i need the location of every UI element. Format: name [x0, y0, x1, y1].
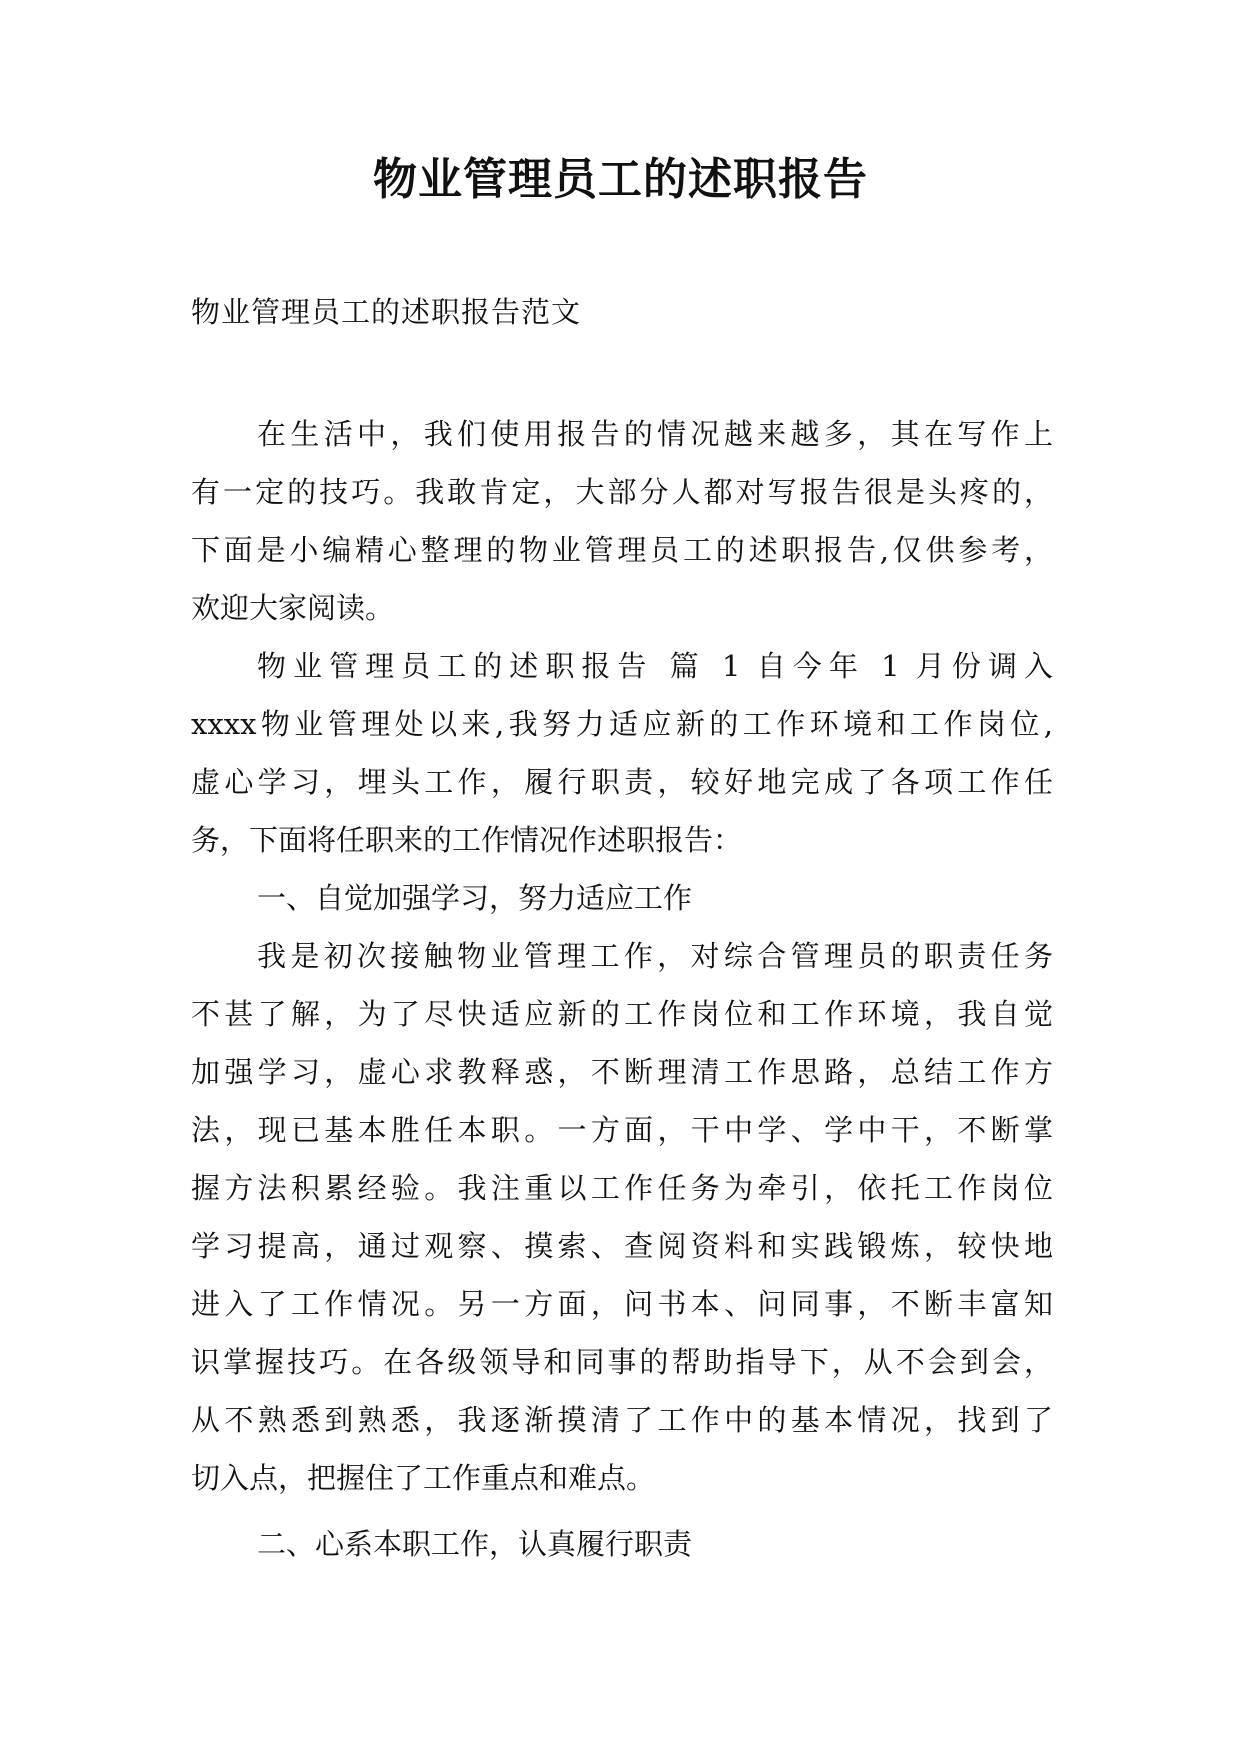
paragraph-line: 欢迎大家阅读。: [191, 591, 395, 625]
paragraph-line: 有一定的技巧。我敢肯定，大部分人都对写报告很是头疼的，: [191, 475, 1053, 509]
spacer: [191, 1507, 1053, 1515]
paragraph-line: 切入点，把握住了工作重点和难点。: [191, 1461, 656, 1495]
paragraph-intro: [191, 405, 1053, 637]
paragraph-line: 务，下面将任职来的工作情况作述职报告：: [191, 823, 743, 857]
paragraph-line: 下面是小编精心整理的物业管理员工的述职报告,仅供参考，: [191, 533, 1053, 567]
paragraph-line: 不甚了解，为了尽快适应新的工作岗位和工作环境，我自觉: [191, 997, 1053, 1031]
paragraph-line: 加强学习，虚心求教释惑，不断理清工作思路，总结工作方: [191, 1055, 1053, 1089]
paragraph-line: 学习提高，通过观察、摸索、查阅资料和实践锻炼，较快地: [191, 1229, 1053, 1263]
section-heading: 一、自觉加强学习，努力适应工作: [257, 881, 693, 915]
paragraph-line: 握方法积累经验。我注重以工作任务为牵引，依托工作岗位: [191, 1171, 1053, 1205]
paragraph-line: 法，现已基本胜任本职。一方面，干中学、学中干，不断掌: [191, 1113, 1053, 1147]
paragraph-line: 物业管理员工的述职报告 篇 1 自今年 1 月份调入: [257, 649, 1053, 683]
paragraph-line: 进入了工作情况。另一方面，问书本、问同事，不断丰富知: [191, 1287, 1053, 1321]
document-title: 物业管理员工的述职报告: [373, 154, 868, 205]
paragraph-line: 虚心学习，埋头工作，履行职责，较好地完成了各项工作任: [191, 765, 1053, 799]
paragraph-learning: [191, 927, 1053, 1507]
paragraph-line: 在生活中，我们使用报告的情况越来越多，其在写作上: [257, 417, 1053, 451]
paragraph-section-1: [191, 637, 1053, 869]
paragraph-line: xxxx物业管理处以来,我努力适应新的工作环境和工作岗位,: [191, 707, 1053, 741]
section-heading: 二、心系本职工作，认真履行职责: [257, 1527, 693, 1561]
paragraph-line: 从不熟悉到熟悉，我逐渐摸清了工作中的基本情况，找到了: [191, 1403, 1053, 1437]
document-body: [191, 405, 1053, 1573]
paragraph-line: 识掌握技巧。在各级领导和同事的帮助指导下，从不会到会，: [191, 1345, 1053, 1379]
document-subtitle: 物业管理员工的述职报告范文: [191, 295, 582, 329]
paragraph-line: 我是初次接触物业管理工作，对综合管理员的职责任务: [257, 939, 1053, 973]
